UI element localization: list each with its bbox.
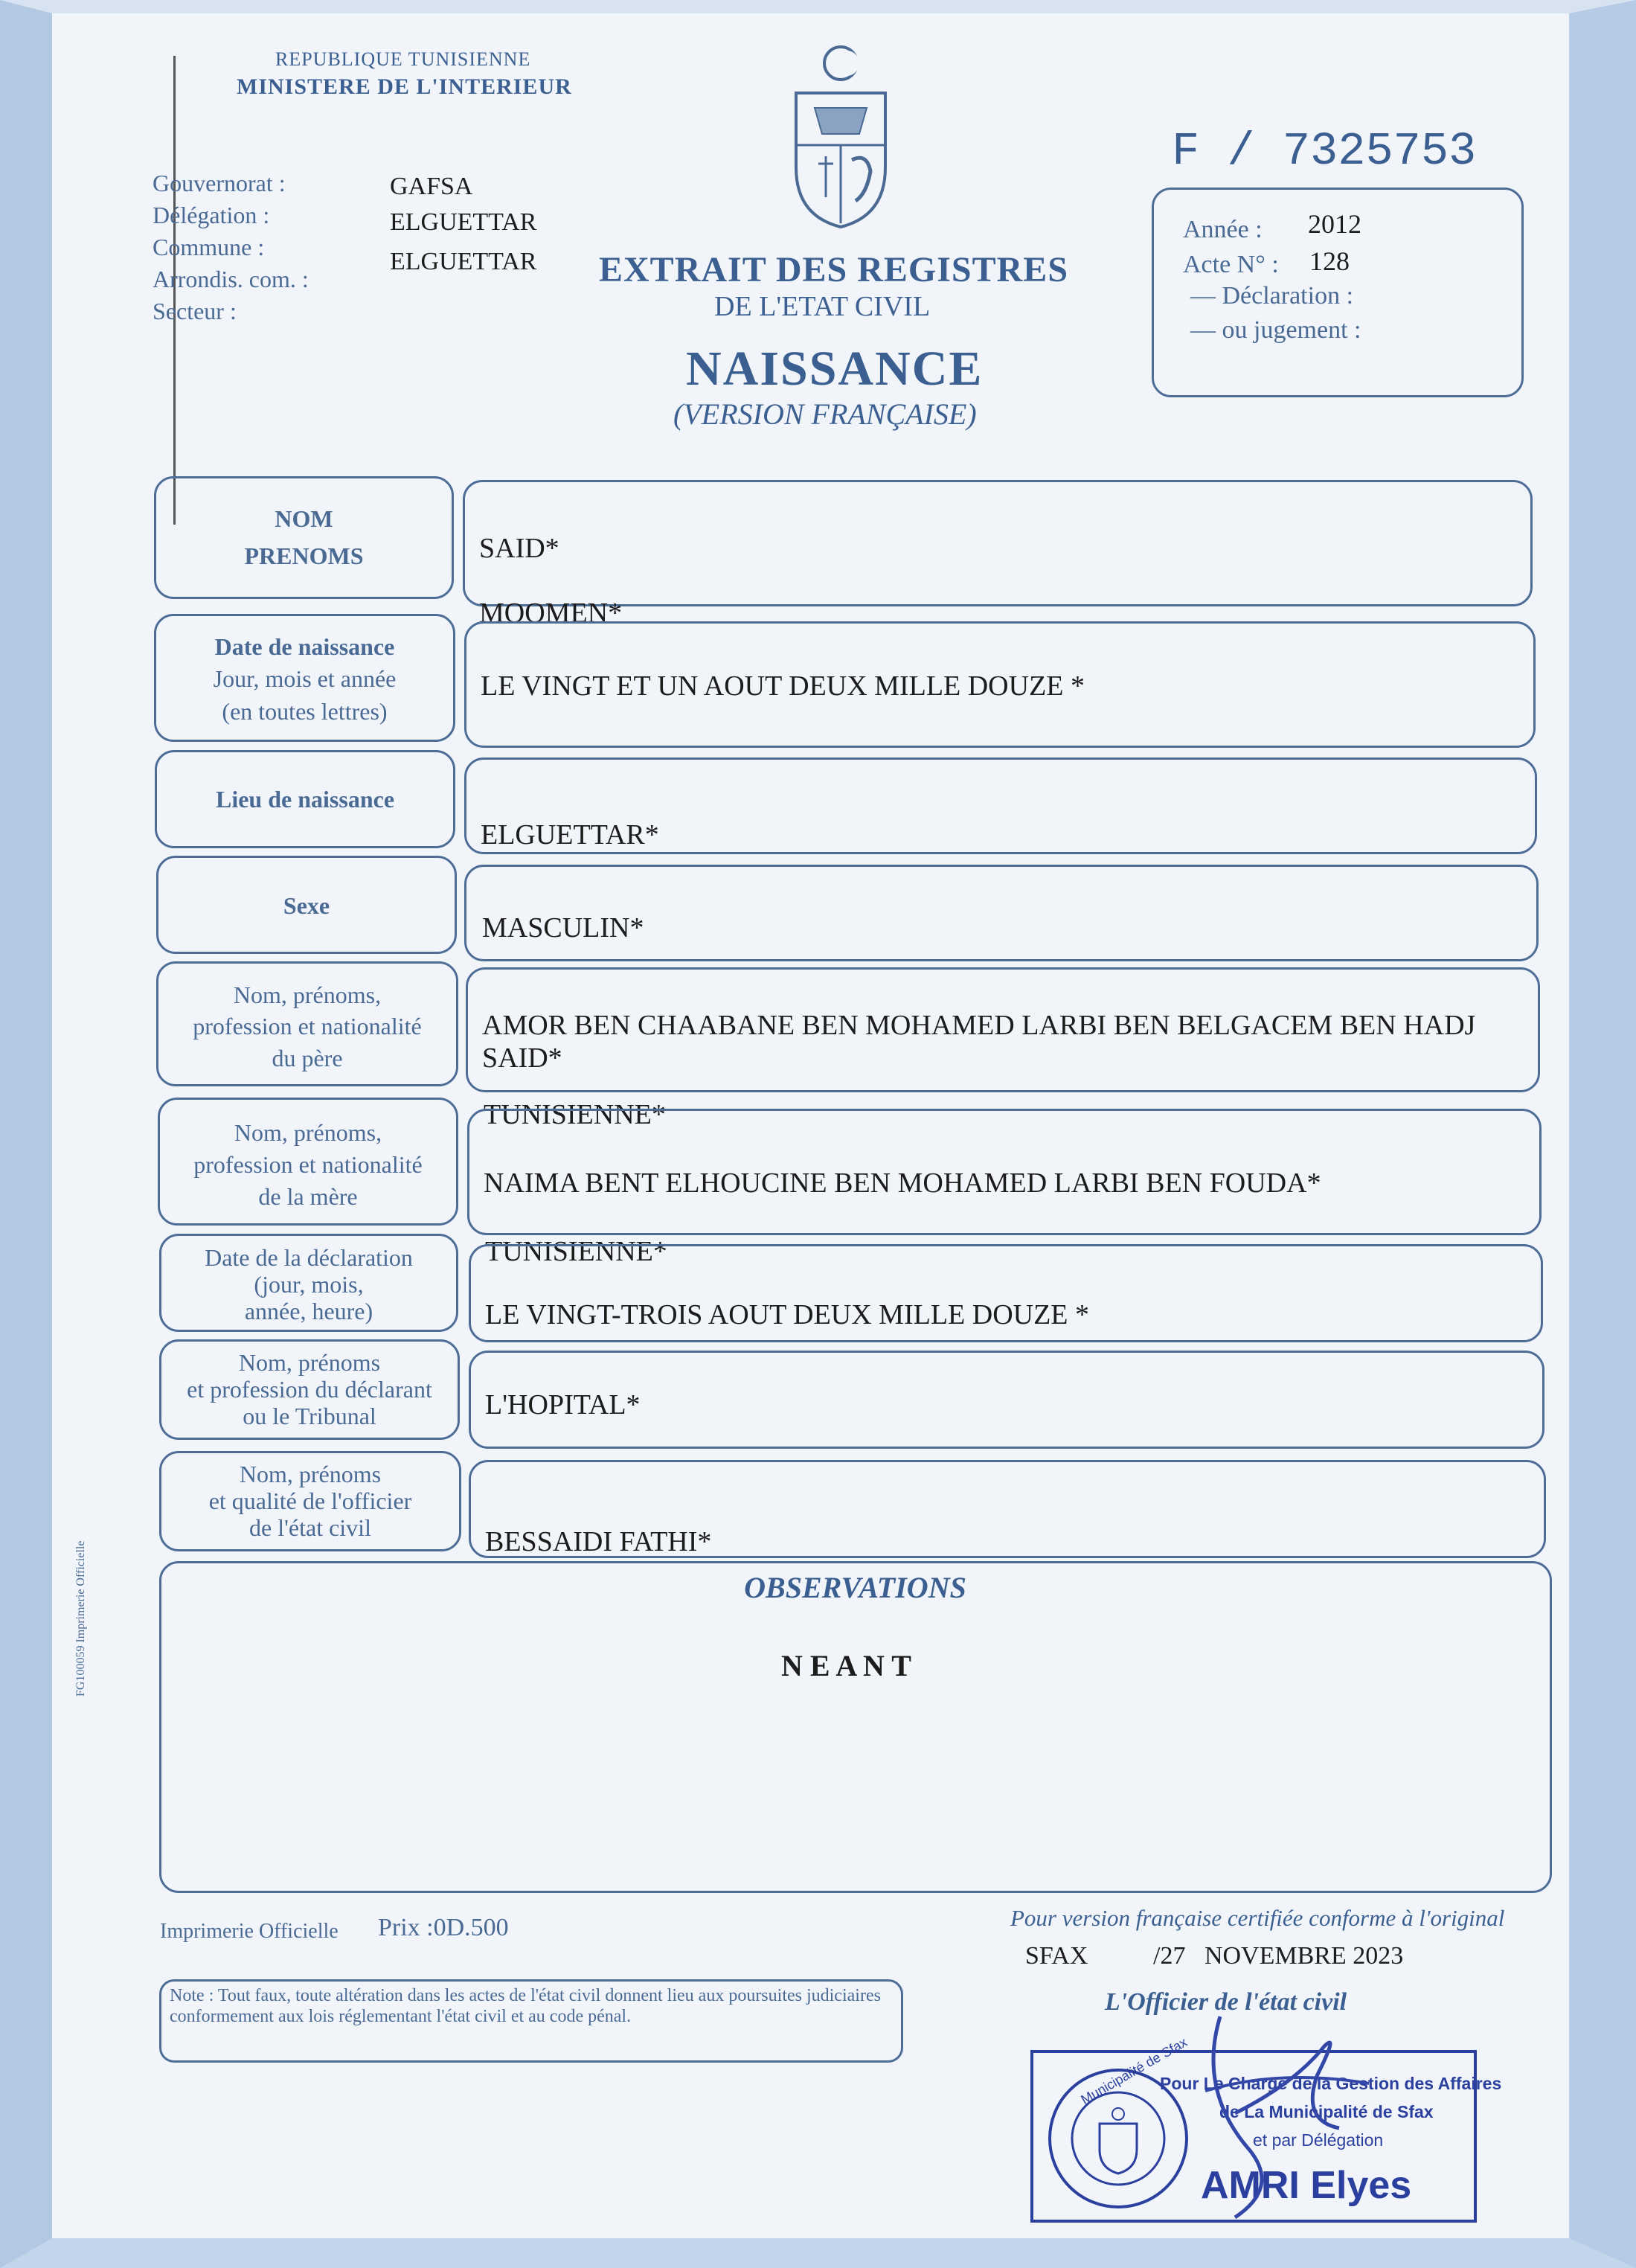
republic-label: REPUBLIQUE TUNISIENNE <box>275 48 531 70</box>
declarant-label1: Nom, prénoms <box>238 1349 381 1376</box>
gouvernorat-label: Gouvernorat : <box>153 170 286 196</box>
pere-nationality: TUNISIENNE* <box>484 1099 666 1130</box>
mere-label3: de la mère <box>258 1183 358 1210</box>
sexe-value: MASCULIN* <box>482 912 644 944</box>
acte-label: Acte N° : <box>1183 251 1279 278</box>
pere-value-line2: SAID* <box>482 1042 562 1074</box>
note-text: Note : Tout faux, toute altération dans les actes de l'état civil donnent lieu aux poursuites judiciaires conformement aux lois réglementant l'état civil et au code pénal. <box>170 1986 881 2026</box>
mere-label1: Nom, prénoms, <box>234 1119 382 1146</box>
handwritten-signature <box>1190 2002 1384 2225</box>
observations-title: OBSERVATIONS <box>744 1571 966 1604</box>
ministry-label: MINISTERE DE L'INTERIEUR <box>237 74 572 99</box>
title-main: NAISSANCE <box>686 342 984 396</box>
observations-box <box>159 1561 1552 1893</box>
prenoms-label: PRENOMS <box>244 542 364 569</box>
declaration-date-label1: Date de la déclaration <box>205 1244 413 1271</box>
pere-value-line1: AMOR BEN CHAABANE BEN MOHAMED LARBI BEN BELGACEM BEN HADJ <box>482 1010 1476 1041</box>
officier-value: BESSAIDI FATHI* <box>485 1526 712 1557</box>
nom-label-box <box>154 476 454 599</box>
officer-title: L'Officier de l'état civil <box>1105 1988 1347 2016</box>
stamp-line2: de La Municipalité de Sfax <box>1219 2102 1434 2121</box>
mere-nationality: TUNISIENNE* <box>485 1236 667 1267</box>
title-version: (VERSION FRANÇAISE) <box>673 397 977 431</box>
stamp-line3: et par Délégation <box>1253 2130 1384 2150</box>
officier-label3: de l'état civil <box>249 1514 371 1541</box>
declarant-label3: ou le Tribunal <box>243 1403 376 1429</box>
gouvernorat-value: GAFSA <box>390 173 473 200</box>
declaration-date-label3: année, heure) <box>244 1298 373 1324</box>
arrondissement-label: Arrondis. com. : <box>153 266 309 292</box>
annee-value: 2012 <box>1308 209 1361 239</box>
officier-label1: Nom, prénoms <box>239 1461 382 1487</box>
place-value: SFAX <box>1025 1942 1088 1970</box>
officier-label2: et qualité de l'officier <box>208 1487 412 1514</box>
jugement-label: — ou jugement : <box>1190 316 1361 344</box>
stamp-name: AMRI Elyes <box>1201 2164 1412 2207</box>
nom-value-box <box>463 480 1533 606</box>
declarant-value: L'HOPITAL* <box>485 1389 641 1420</box>
commune-value: ELGUETTAR <box>390 248 537 275</box>
printer-label: Imprimerie Officielle <box>160 1920 339 1943</box>
pere-label3: du père <box>272 1045 343 1071</box>
title-line2: DE L'ETAT CIVIL <box>714 291 931 322</box>
delegation-value: ELGUETTAR <box>390 208 537 236</box>
lieu-label: Lieu de naissance <box>215 786 395 813</box>
nom-label: NOM <box>275 505 333 532</box>
price-label: Prix :0D.500 <box>378 1914 509 1941</box>
mere-value: NAIMA BENT ELHOUCINE BEN MOHAMED LARBI BEN FOUDA* <box>484 1167 1321 1199</box>
pere-label1: Nom, prénoms, <box>233 981 382 1008</box>
coat-of-arms-emblem <box>774 41 908 234</box>
date-naissance-sublabel1: Jour, mois et année <box>213 665 397 692</box>
date-naissance-sublabel2: (en toutes lettres) <box>222 698 388 725</box>
commune-label: Commune : <box>153 234 265 260</box>
admin-labels <box>153 167 309 327</box>
secteur-label: Secteur : <box>153 298 237 324</box>
declarant-label2: et profession du déclarant <box>187 1376 432 1403</box>
prenoms-value: MOOMEN* <box>479 598 623 629</box>
acte-value: 128 <box>1309 246 1350 276</box>
stamp-line1: Pour Le Chargé de la Gestion des Affaires <box>1160 2074 1502 2093</box>
pere-label2: profession et nationalité <box>193 1013 422 1040</box>
declaration-label: — Déclaration : <box>1190 282 1354 310</box>
mere-label2: profession et nationalité <box>193 1151 423 1178</box>
side-code: FG100059 Imprimerie Officielle <box>74 1540 87 1697</box>
observations-value: N E A N T <box>781 1649 911 1682</box>
certified-text: Pour version française certifiée conforme à l'original <box>1010 1905 1505 1931</box>
declaration-date-value: LE VINGT-TROIS AOUT DEUX MILLE DOUZE * <box>485 1299 1090 1330</box>
seal-text: Municipalité de Sfax <box>1078 2034 1190 2108</box>
serial-number: F / 7325753 <box>1172 125 1477 178</box>
lieu-value: ELGUETTAR* <box>481 819 659 850</box>
date-naissance-value: LE VINGT ET UN AOUT DEUX MILLE DOUZE * <box>481 670 1085 702</box>
sexe-label: Sexe <box>283 892 330 919</box>
annee-label: Année : <box>1183 216 1263 243</box>
date-value: /27 NOVEMBRE 2023 <box>1153 1942 1404 1970</box>
declaration-date-label2: (jour, mois, <box>254 1271 364 1298</box>
title-line1: EXTRAIT DES REGISTRES <box>599 250 1069 289</box>
delegation-label: Délégation : <box>153 202 270 228</box>
date-naissance-label: Date de naissance <box>214 633 395 660</box>
nom-value: SAID* <box>479 533 559 564</box>
